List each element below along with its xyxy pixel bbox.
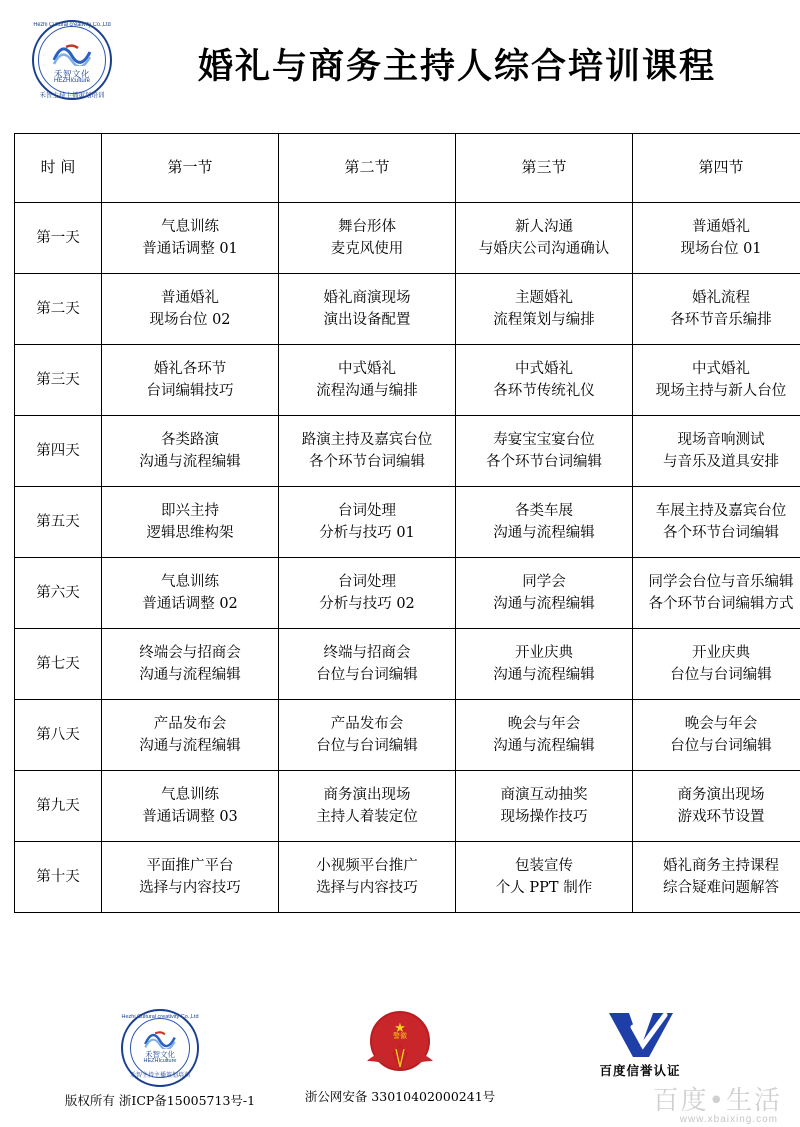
table-cell: 商务演出现场 游戏环节设置 xyxy=(633,771,800,842)
table-cell: 各类路演 沟通与流程编辑 xyxy=(102,416,279,487)
column-header-session-2: 第二节 xyxy=(279,134,456,203)
police-badge-icon xyxy=(363,1009,437,1083)
star-icon: ★ xyxy=(394,1020,406,1035)
table-cell: 各类车展 沟通与流程编辑 xyxy=(456,487,633,558)
page-title: 婚礼与商务主持人综合培训课程 xyxy=(197,45,716,87)
row-day-label: 第一天 xyxy=(15,203,102,274)
table-cell: 终端与招商会 台位与台词编辑 xyxy=(279,629,456,700)
wave-icon xyxy=(52,44,92,66)
table-header xyxy=(15,134,800,203)
wave-icon xyxy=(142,1031,178,1049)
watermark-text: 百度•生活 xyxy=(652,1086,782,1116)
row-day-label: 第八天 xyxy=(15,700,102,771)
table-cell: 气息训练 普通话调整 03 xyxy=(102,771,279,842)
table-row xyxy=(15,700,800,771)
public-security-filing-text: 浙公网安备 33010402000241号 xyxy=(304,1089,496,1104)
table-cell: 同学会台位与音乐编辑 各个环节台词编辑方式 xyxy=(633,558,800,629)
table-cell: 车展主持及嘉宾台位 各个环节台词编辑 xyxy=(633,487,800,558)
column-header-time: 时 间 xyxy=(15,134,102,203)
icp-license-text: 版权所有 浙ICP备15005713号-1 xyxy=(64,1093,256,1108)
table-cell: 气息训练 普通话调整 02 xyxy=(102,558,279,629)
table-cell: 婚礼各环节 台词编辑技巧 xyxy=(102,345,279,416)
watermark-url: www.xbaixing.com xyxy=(679,1114,778,1125)
mini-seal-arc-top-text: Hezhi Cultural creativity Co.,Ltd xyxy=(121,1014,199,1020)
table-body xyxy=(15,203,800,913)
seal-arc-top-text: Hezhi Cultural creativity Co.,Ltd xyxy=(33,21,111,28)
row-day-label: 第九天 xyxy=(15,771,102,842)
table-cell: 开业庆典 台位与台词编辑 xyxy=(633,629,800,700)
column-header-session-4: 第四节 xyxy=(633,134,800,203)
footer-center-block xyxy=(280,1009,520,1105)
table-cell: 中式婚礼 各环节传统礼仪 xyxy=(456,345,633,416)
table-cell: 产品发布会 沟通与流程编辑 xyxy=(102,700,279,771)
schedule-table xyxy=(14,133,800,913)
table-cell: 婚礼流程 各环节音乐编排 xyxy=(633,274,800,345)
row-day-label: 第七天 xyxy=(15,629,102,700)
table-cell: 中式婚礼 现场主持与新人台位 xyxy=(633,345,800,416)
row-day-label: 第五天 xyxy=(15,487,102,558)
table-cell: 终端会与招商会 沟通与流程编辑 xyxy=(102,629,279,700)
table-cell: 路演主持及嘉宾台位 各个环节台词编辑 xyxy=(279,416,456,487)
table-cell: 台词处理 分析与技巧 01 xyxy=(279,487,456,558)
table-cell: 产品发布会 台位与台词编辑 xyxy=(279,700,456,771)
table-row xyxy=(15,771,800,842)
row-day-label: 第三天 xyxy=(15,345,102,416)
row-day-label: 第十天 xyxy=(15,842,102,913)
table-cell: 中式婚礼 流程沟通与编排 xyxy=(279,345,456,416)
table-cell: 普通婚礼 现场台位 02 xyxy=(102,274,279,345)
baidu-credit-label: 百度信誉认证 xyxy=(599,1063,681,1078)
table-cell: 小视频平台推广 选择与内容技巧 xyxy=(279,842,456,913)
table-cell: 现场音响测试 与音乐及道具安排 xyxy=(633,416,800,487)
table-row xyxy=(15,842,800,913)
table-cell: 即兴主持 逻辑思维构架 xyxy=(102,487,279,558)
company-seal-small xyxy=(121,1009,199,1087)
table-cell: 新人沟通 与婚庆公司沟通确认 xyxy=(456,203,633,274)
company-logo xyxy=(18,16,136,104)
table-row xyxy=(15,487,800,558)
table-cell: 婚礼商务主持课程 综合疑难问题解答 xyxy=(633,842,800,913)
table-cell: 婚礼商演现场 演出设备配置 xyxy=(279,274,456,345)
seal-company-name-cn: 禾智文化 xyxy=(53,68,90,79)
table-cell: 同学会 沟通与流程编辑 xyxy=(456,558,633,629)
column-header-session-1: 第一节 xyxy=(102,134,279,203)
table-cell: 商务演出现场 主持人着装定位 xyxy=(279,771,456,842)
footer-right-block xyxy=(520,1009,760,1087)
table-cell: 晚会与年会 台位与台词编辑 xyxy=(633,700,800,771)
table-row xyxy=(15,416,800,487)
document-footer xyxy=(0,1005,800,1127)
v-check-icon xyxy=(603,1009,677,1059)
seal-arc-bottom-text: 禾智主持主播策划培训 xyxy=(39,91,105,99)
mini-seal-name-en: HEZHIculture xyxy=(143,1058,177,1064)
table-cell: 舞台形体 麦克风使用 xyxy=(279,203,456,274)
table-row xyxy=(15,629,800,700)
table-cell: 气息训练 普通话调整 01 xyxy=(102,203,279,274)
row-day-label: 第四天 xyxy=(15,416,102,487)
table-row xyxy=(15,345,800,416)
badge-wings xyxy=(363,1043,437,1073)
seal-graphic xyxy=(26,18,122,102)
table-row xyxy=(15,274,800,345)
mini-seal-name-cn: 禾智文化 xyxy=(145,1050,175,1059)
table-header-row xyxy=(15,134,800,203)
column-header-session-3: 第三节 xyxy=(456,134,633,203)
table-row xyxy=(15,203,800,274)
seal-company-name-en: HEZHIculture xyxy=(53,77,90,84)
table-cell: 开业庆典 沟通与流程编辑 xyxy=(456,629,633,700)
table-row xyxy=(15,558,800,629)
baidu-credit-badge xyxy=(565,1009,715,1087)
footer-left-block xyxy=(40,1009,280,1109)
mini-seal-arc-bottom-text: 禾智主持主播策划培训 xyxy=(129,1073,190,1079)
document-header xyxy=(0,0,800,105)
table-cell: 平面推广平台 选择与内容技巧 xyxy=(102,842,279,913)
row-day-label: 第二天 xyxy=(15,274,102,345)
table-cell: 主题婚礼 流程策划与编排 xyxy=(456,274,633,345)
table-cell: 寿宴宝宝宴台位 各个环节台词编辑 xyxy=(456,416,633,487)
table-cell: 晚会与年会 沟通与流程编辑 xyxy=(456,700,633,771)
table-cell: 包装宣传 个人 PPT 制作 xyxy=(456,842,633,913)
table-cell: 商演互动抽奖 现场操作技巧 xyxy=(456,771,633,842)
schedule-table-container xyxy=(0,105,800,913)
table-cell: 普通婚礼 现场台位 01 xyxy=(633,203,800,274)
row-day-label: 第六天 xyxy=(15,558,102,629)
table-cell: 台词处理 分析与技巧 02 xyxy=(279,558,456,629)
badge-label: 警徽 xyxy=(393,1033,407,1040)
